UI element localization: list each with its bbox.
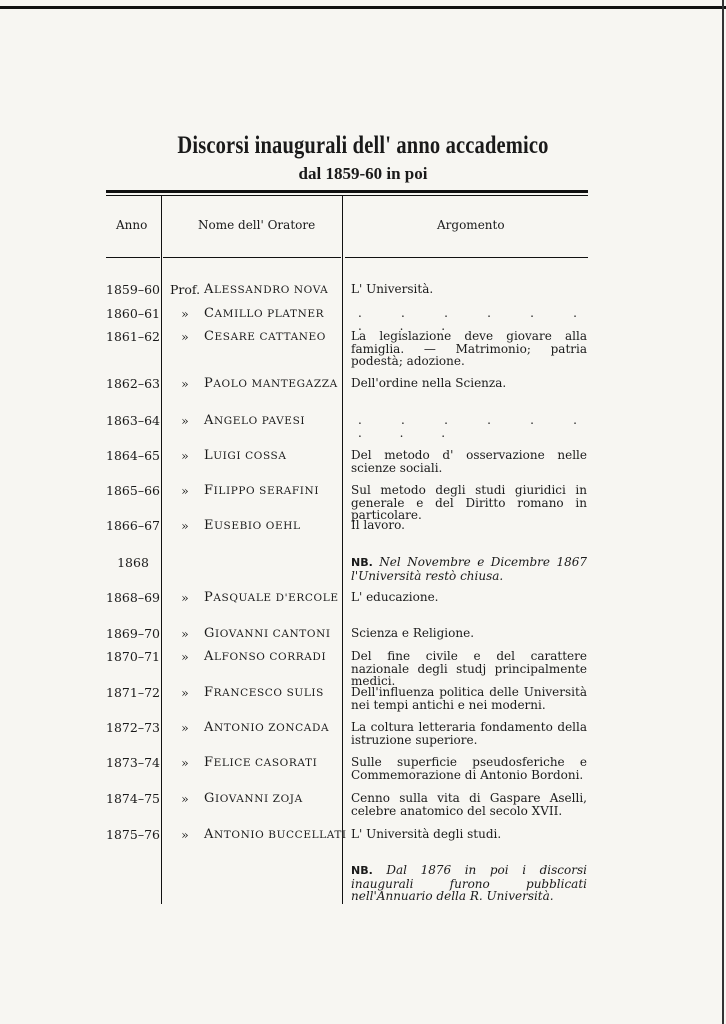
row-year: 1861–62 — [106, 329, 160, 344]
row-prefix: » — [181, 626, 189, 641]
row-year: 1869–70 — [106, 626, 160, 641]
row-speaker: FILIPPO SERAFINI — [204, 483, 320, 498]
row-year: 1868 — [117, 555, 149, 570]
header-argomento: Argomento — [437, 218, 505, 232]
row-speaker: FRANCESCO SULIS — [204, 685, 324, 700]
final-nb-label: NB. — [351, 864, 373, 877]
row-year: 1872–73 — [106, 720, 160, 735]
row-speaker: CESARE CATTANEO — [204, 329, 327, 344]
header-bottom-rule — [106, 257, 160, 258]
row-year: 1864–65 — [106, 448, 160, 463]
row-topic: Sulle superficie pseudosferiche e Commemorazione di Antonio Bordoni. — [351, 755, 587, 782]
row-prefix: » — [181, 518, 189, 533]
row-topic: Cenno sulla vita di Gaspare Aselli, celebre anatomico del secolo XVII. — [351, 791, 587, 818]
header-bottom-rule-args — [345, 257, 588, 258]
row-prefix: » — [181, 413, 189, 428]
row-topic: L' Università. — [351, 282, 434, 296]
row-topic: Sul metodo degli studi giuridici in generale e del Diritto romano in particolare. — [351, 483, 587, 522]
row-speaker: ALESSANDRO NOVA — [204, 282, 329, 297]
row-topic-note — [351, 556, 587, 582]
header-anno: Anno — [116, 218, 148, 232]
row-prefix: » — [181, 483, 189, 498]
row-prefix: » — [181, 590, 189, 605]
row-speaker: ANGELO PAVESI — [204, 413, 306, 428]
row-speaker: CAMILLO PLATNER — [204, 306, 325, 321]
row-topic: Dell'ordine nella Scienza. — [351, 376, 507, 390]
row-year: 1860–61 — [106, 306, 160, 321]
row-year: 1859–60 — [106, 282, 160, 297]
row-speaker: GIOVANNI CANTONI — [204, 626, 331, 641]
row-topic: L' Università degli studi. — [351, 827, 502, 841]
row-topic: Del fine civile e del carattere nazionale degli studj principalmente medici. — [351, 649, 587, 688]
row-year: 1874–75 — [106, 791, 160, 806]
row-speaker: PASQUALE D'ERCOLE — [204, 590, 339, 605]
row-topic: La legislazione deve giovare alla famiglia. — Matrimonio; patria podestà; adozione. — [351, 329, 587, 368]
row-speaker: LUIGI COSSA — [204, 448, 287, 463]
row-prefix: » — [181, 306, 189, 321]
row-speaker: FELICE CASORATI — [204, 755, 318, 770]
row-prefix: » — [181, 376, 189, 391]
row-topic: Dell'influenza politica delle Università nei tempi antichi e nei moderni. — [351, 685, 587, 712]
row-topic: Del metodo d' osservazione nelle scienze sociali. — [351, 448, 587, 475]
header-nome: Nome dell' Oratore — [198, 218, 316, 232]
row-year: 1875–76 — [106, 827, 160, 842]
row-topic: Il lavoro. — [351, 518, 405, 532]
row-year: 1868–69 — [106, 590, 160, 605]
page-subtitle: dal 1859-60 in poi — [298, 164, 428, 183]
row-year: 1866–67 — [106, 518, 160, 533]
right-border-rule — [722, 0, 724, 1024]
column-divider-anno — [161, 196, 162, 904]
final-nb-text: Dal 1876 in poi i discorsi inaugurali furono pubblicati nell'Annuario della R. Università. — [351, 863, 587, 903]
row-year: 1862–63 — [106, 376, 160, 391]
row-prefix: » — [181, 755, 189, 770]
row-speaker: GIOVANNI ZOJA — [204, 791, 303, 806]
row-speaker: ALFONSO CORRADI — [204, 649, 327, 664]
row-topic: La coltura letteraria fondamento della istruzione superiore. — [351, 720, 587, 747]
row-topic: L' educazione. — [351, 590, 439, 604]
final-note — [351, 864, 587, 903]
top-border-rule — [0, 6, 726, 9]
row-topic: Scienza e Religione. — [351, 626, 475, 640]
header-bottom-rule-names — [163, 257, 341, 258]
row-year: 1865–66 — [106, 483, 160, 498]
row-prefix: » — [181, 791, 189, 806]
row-speaker: ANTONIO ZONCADA — [204, 720, 330, 735]
row-year: 1863–64 — [106, 413, 160, 428]
table-top-rule-thick — [106, 190, 588, 193]
row-prefix: » — [181, 649, 189, 664]
row-year: 1870–71 — [106, 649, 160, 664]
nb-text: Nel Novembre e Dicembre 1867 l'Università restò chiusa. — [351, 555, 587, 583]
row-speaker: PAOLO MANTEGAZZA — [204, 376, 338, 391]
row-speaker: EUSEBIO OEHL — [204, 518, 301, 533]
row-prefix: » — [181, 448, 189, 463]
row-prefix: » — [181, 720, 189, 735]
row-year: 1873–74 — [106, 755, 160, 770]
row-prefix: » — [181, 827, 189, 842]
column-divider-nome — [342, 196, 343, 904]
row-topic-dots: . . . . . . . . . — [358, 306, 594, 333]
row-prefix: » — [181, 329, 189, 344]
row-prefix: Prof. — [170, 282, 201, 297]
nb-label: NB. — [351, 556, 373, 569]
table-top-rule-thin — [106, 195, 588, 196]
page-title: Discorsi inaugurali dell' anno accademico — [177, 132, 549, 159]
row-year: 1871–72 — [106, 685, 160, 700]
row-speaker: ANTONIO BUCCELLATI — [204, 827, 347, 842]
row-topic-dots: . . . . . . . . . — [358, 413, 594, 440]
row-prefix: » — [181, 685, 189, 700]
